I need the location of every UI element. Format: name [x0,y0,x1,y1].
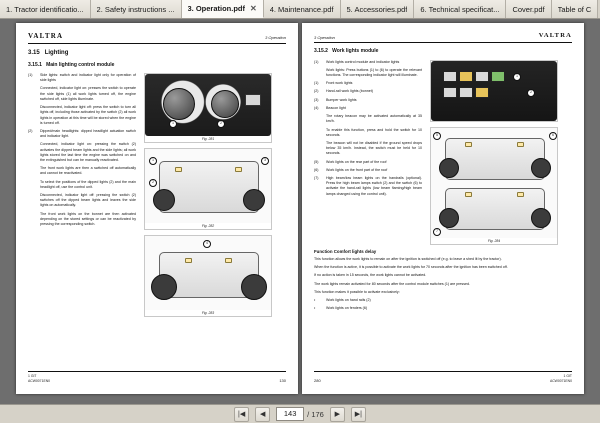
list-item [28,105,136,126]
item-marker [314,128,323,138]
item-marker [28,193,37,209]
work-lamp [517,142,524,147]
brand-logo: VALTRA [28,32,64,40]
list-item [28,193,136,209]
item-text: To enable this function, press and hold the switch for 10 seconds. [326,127,422,137]
list-item [314,106,422,111]
dashboard-illustration [145,74,271,136]
light-switch-dial-right [211,90,239,118]
item-marker [314,141,323,157]
figure-caption: Fig. 283 [201,310,215,315]
pdf-viewer [0,19,600,404]
item-text: To select the positions of the dipped lights (2) and the main headlight off, use the control unit. [40,179,136,189]
tab-label: Table of C [557,4,592,14]
tractor-illustration-front [145,149,271,223]
footer-page-number: 280 [314,378,321,384]
footer-page-number: 130 [279,378,286,384]
item-marker: (4) [314,105,319,110]
callout-1: 1 [169,120,177,128]
footer-code: 1 GIT [563,374,572,379]
list-item [28,180,136,190]
item-marker: (2) [314,89,319,94]
tractor-wheel-right [531,158,551,178]
subsection-number: 3.15.2 [314,48,328,55]
callout-2: 2 [217,120,225,128]
brand-logo: VALTRA [538,32,572,39]
subsection-title [28,62,286,69]
callout-3: 3 [261,157,269,165]
tractor-wheel-rear-right [531,208,551,228]
subsection-label: Work lights module [332,48,379,55]
list-item [28,86,136,102]
light-switch-dial-left [163,88,195,120]
work-lamp [517,192,524,197]
work-lamp [175,167,182,172]
page-header-chapter: 3 Operation [265,35,286,41]
pdf-page-right [302,23,584,394]
item-text: The beacon will not be disabled if the ground speed drops below 35 km/h. Instead, the switch must be held for 10 seconds. [326,140,422,156]
rocker-switch [245,94,261,106]
item-marker: (5) [314,159,319,164]
work-light-panel-illustration [431,61,557,121]
item-marker: (3) [314,97,319,102]
list-item [314,168,422,173]
tractor-body-bottom [445,188,545,230]
item-text: Disconnected, indicator light off: pressing the switch (2) switches off the dipped beam lights and leaves the side lights on automatically. [40,192,136,208]
list-item [314,141,422,157]
list-item [314,68,422,78]
bullet-marker: • [314,306,316,311]
tab-label: 1. Tractor identificatio... [6,4,84,14]
subsection-title [314,48,572,55]
list-item [314,128,422,138]
bullet-text: Work lights on hand rails (2) [326,298,371,302]
item-marker: (1) [314,59,319,64]
item-text: The front work lights on the bonnet are then activated depending on the stored settings or can be reactivated by pressing the corresponding switch. [40,211,136,226]
item-text: Connected, indicator light on: pressing the switch (2) activates the dipped beam lights and the side lights; all work lights stored the last time the engine was switched on and the extinguished but can be manually reactivated. [40,142,136,162]
callout-2: 2 [149,179,157,187]
pdf-page-left [16,23,298,394]
item-marker: (6) [314,167,319,172]
note-paragraph: The work lights remain activated for 80 seconds after the control module switches (1) are pressed. [314,281,471,286]
figure-tractor-front [144,148,272,230]
list-item [314,60,422,65]
list-item [314,98,422,103]
item-marker [28,142,37,163]
tab-4[interactable] [264,0,341,18]
panel-button-7 [475,87,489,98]
item-marker [28,105,37,126]
tab-label: 6. Technical specificat... [420,4,500,14]
footer-doc-id: ACW0071EN0 [28,379,51,384]
item-text: Disconnected, indicator light off: press the switch to turn all lights off, including those activated by the switch (2) all work lights in operation at this time will be stored when the engine is turned off. [40,105,136,125]
panel-button-4 [491,71,505,82]
item-text: Bumper work lights [326,97,357,102]
subsection-number: 3.15.1 [28,61,42,68]
page-indicator [276,407,324,421]
figure-column [428,60,560,245]
page-footer-left [28,371,286,384]
body-text-column [314,60,422,245]
figure-dashboard-switches [144,73,272,143]
list-item [314,114,422,124]
item-text: The rotary beacon may be activated automatically at 35 km/h. [326,114,422,124]
list-item [28,73,136,83]
page-header-right [314,31,572,43]
list-item [28,166,136,176]
tractor-wheel-left [151,274,177,300]
pdf-navigation-toolbar [0,404,600,423]
item-text: Beacon light [326,105,346,110]
panel-button-5 [443,87,457,98]
callout-6: 6 [549,132,557,140]
page-title [28,49,286,58]
list-item [314,81,422,86]
item-marker [314,114,323,124]
tab-1[interactable] [0,0,91,18]
work-lamp [235,167,242,172]
list-item [28,142,136,163]
item-marker: (1) [28,73,33,78]
note-bullet [314,306,572,311]
callout-1: 1 [149,157,157,165]
figure-caption: Fig. 284 [487,238,501,243]
tab-5[interactable] [341,0,415,18]
figure-column [142,73,274,317]
item-text: High beam/low beam lights on the handrails (optional). Press the high beam lamps switch (2) and the switch (6) to activate the hand-rail lights (low beam flaming/high beam lamps changed using the control unit). [326,175,422,196]
item-marker: (1) [314,81,319,86]
item-text: Work lights control module and indicator lights [326,59,400,64]
tractor-wheel-right [241,274,267,300]
tab-2[interactable] [91,0,182,18]
figure-tractor-lights-overview [430,127,558,245]
work-lamp [225,258,232,263]
item-text: Front work lights [326,81,353,86]
list-item [314,89,422,94]
note-bullet [314,298,572,303]
browser-tab-bar [0,0,600,19]
item-marker [28,212,37,228]
close-icon[interactable]: ✕ [250,4,257,13]
tab-label: 4. Maintenance.pdf [269,4,334,14]
item-marker [28,166,37,176]
tab-7[interactable] [506,0,551,18]
item-text: Work lights: Press buttons (1) to (6) to operate the relevant functions. The corresponding indicator light will illuminate. [326,67,422,78]
item-marker [314,68,323,78]
item-marker [28,180,37,190]
tractor-wheel-left [153,189,175,211]
figure-tractor-rear [144,235,272,317]
footer-doc-id: ACW0071EN0 [549,379,572,384]
figure-caption: Fig. 281 [201,137,215,142]
item-text: The front work lights are then a switched off automatically and cannot be reactivated. [40,166,136,176]
item-text: Dipped/main headlights: dipped headlight actuation switch and indicator light. [40,128,136,139]
tab-label: Cover.pdf [512,4,545,14]
tractor-wheel-left [439,158,459,178]
comfort-lights-note [314,249,572,312]
list-item [28,129,136,139]
callout-2: 2 [527,89,535,97]
callout-1: 1 [513,73,521,81]
item-text: Side lights: switch and indicator light only for operation of side lights [40,73,136,83]
bullet-text: Work lights on fenders (6) [326,306,368,311]
tab-8[interactable] [552,0,599,18]
page-header-left [28,31,286,44]
tractor-illustration-rear [145,236,271,310]
item-text: Connected, indicator light on: presses the switch to operate the side lights (1) all work lights turned off, the engine switched off, side lights illuminate. [40,86,136,101]
note-paragraph: This function makes it possible to activate exclusively: [314,289,400,294]
tab-label: 3. Operation.pdf [187,4,246,13]
tab-6[interactable] [414,0,506,18]
note-paragraph: When the function is active, it is possible to activate the work lights for 70 seconds after the ignition has been switched off. [314,265,508,270]
subsection-label: Main lighting control module [46,61,115,68]
panel-button-2 [459,71,473,82]
previous-page-button[interactable]: ◀ [255,407,270,422]
work-lamp [465,142,472,147]
item-marker: (2) [28,128,33,133]
tab-label: 5. Accessories.pdf [346,4,408,14]
note-paragraph: If no action is taken in 15 seconds, the work lights cannot be activated. [314,273,427,278]
last-page-button[interactable]: ▶| [351,407,366,422]
body-text-column [28,73,136,317]
tractor-body-top [445,138,545,180]
tractor-wheel-right [243,189,265,211]
page-header-chapter: 3 Operation [314,34,335,40]
list-item [28,212,136,228]
page-footer-right [314,371,572,384]
item-text: Hand-rail work lights (bonnet) [326,89,373,94]
section-number: 3.15 [28,50,40,57]
item-text: Work lights on the front part of the roof [326,167,388,172]
tractor-illustration-lights [431,128,557,238]
page-total-label: / 176 [307,409,324,419]
callout-7: 7 [433,228,441,236]
list-item [314,176,422,197]
footer-code: 1 GIT [28,374,37,379]
page-number-input[interactable]: 143 [276,407,304,421]
work-lamp [185,258,192,263]
tab-label: 2. Safety instructions ... [96,4,175,14]
panel-button-1 [443,71,457,82]
list-item [314,160,422,165]
note-title: Function Comfort lights delay [314,248,377,254]
panel-button-3 [475,71,489,82]
item-marker [28,86,37,102]
first-page-button[interactable]: |◀ [234,407,249,422]
panel-button-6 [459,87,473,98]
next-page-button[interactable]: ▶ [330,407,345,422]
callout-5: 5 [433,132,441,140]
item-marker: (7) [314,175,319,180]
callout-4: 4 [203,240,211,248]
item-text: Work lights on the rear part of the roof [326,159,387,164]
work-lamp [465,192,472,197]
tractor-wheel-rear-left [439,208,459,228]
tab-3-active[interactable] [182,0,264,18]
section-title: Lighting [44,50,69,57]
note-paragraph: This function allows the work lights to remain on after the ignition is switched off (e.g. to leave a shed lit by the tractor). [314,256,502,261]
figure-work-light-panel [430,60,558,122]
bullet-marker: • [314,298,316,302]
figure-caption: Fig. 282 [201,224,215,229]
